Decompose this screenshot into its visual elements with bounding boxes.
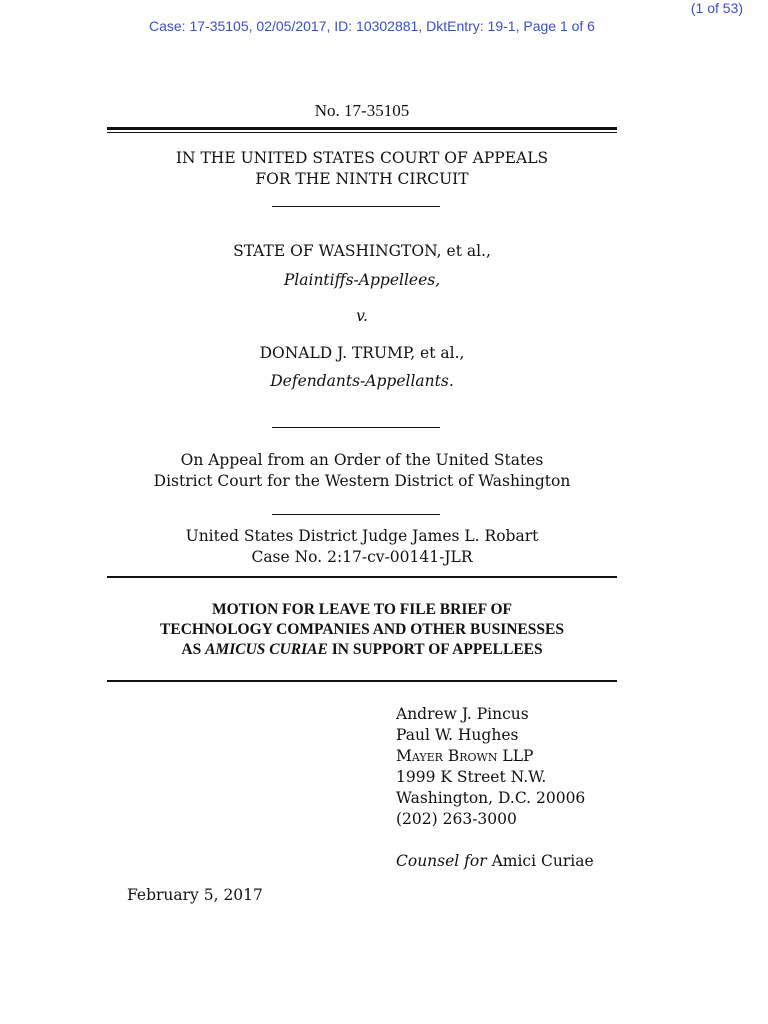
- short-rule-3: [272, 514, 440, 515]
- motion-line-3: [107, 640, 617, 660]
- rule-below-motion: [107, 680, 617, 682]
- judge-line: United States District Judge James L. Robart: [185, 527, 539, 545]
- counsel-block: [396, 704, 585, 830]
- defendant-role: Defendants-Appellants.: [270, 372, 454, 390]
- court-name: [107, 148, 617, 190]
- motion-line-3-suffix: IN SUPPORT OF APPELLEES: [327, 641, 543, 658]
- plaintiff: STATE OF WASHINGTON, et al.,: [233, 242, 491, 260]
- judge-info: [107, 526, 617, 568]
- motion-line-1: MOTION FOR LEAVE TO FILE BRIEF OF: [211, 601, 512, 618]
- counsel-firm: Mayer Brown LLP: [396, 747, 534, 765]
- short-rule-1: [272, 206, 440, 207]
- case-number: No. 17-35105: [314, 101, 410, 120]
- appeal-line-1: On Appeal from an Order of the United States: [180, 451, 544, 469]
- defendant: DONALD J. TRUMP, et al.,: [259, 344, 465, 362]
- double-rule-thick: [107, 127, 617, 130]
- counsel-street: 1999 K Street N.W.: [396, 768, 547, 786]
- double-rule-thin: [107, 132, 617, 133]
- case-header: Case: 17-35105, 02/05/2017, ID: 10302881, DktEntry: 19-1, Page 1 of 6: [149, 18, 595, 34]
- counsel-name-2: Paul W. Hughes: [396, 726, 519, 744]
- short-rule-2: [272, 427, 440, 428]
- appeal-line-2: District Court for the Western District of Washington: [153, 472, 571, 490]
- plaintiff-role: Plaintiffs-Appellees,: [283, 271, 441, 289]
- page-count-label: (1 of 53): [690, 0, 743, 16]
- filing-date: February 5, 2017: [127, 886, 263, 904]
- motion-title: [107, 600, 617, 660]
- counsel-phone: (202) 263-3000: [396, 810, 517, 828]
- counsel-city: Washington, D.C. 20006: [396, 789, 586, 807]
- counsel-role: [396, 851, 594, 872]
- court-line-2: FOR THE NINTH CIRCUIT: [255, 170, 469, 188]
- lower-case-number: Case No. 2:17-cv-00141-JLR: [251, 548, 473, 566]
- counsel-role-rest: Amici Curiae: [486, 852, 594, 870]
- counsel-role-italic: Counsel for: [396, 852, 487, 870]
- versus: v.: [356, 307, 368, 325]
- counsel-name-1: Andrew J. Pincus: [396, 705, 529, 723]
- motion-line-3-prefix: AS: [181, 641, 206, 658]
- appeal-info: [107, 450, 617, 492]
- rule-above-motion: [107, 576, 617, 578]
- court-line-1: IN THE UNITED STATES COURT OF APPEALS: [175, 149, 549, 167]
- motion-line-2: TECHNOLOGY COMPANIES AND OTHER BUSINESSES: [160, 621, 564, 638]
- motion-line-3-italic: AMICUS CURIAE: [205, 641, 328, 658]
